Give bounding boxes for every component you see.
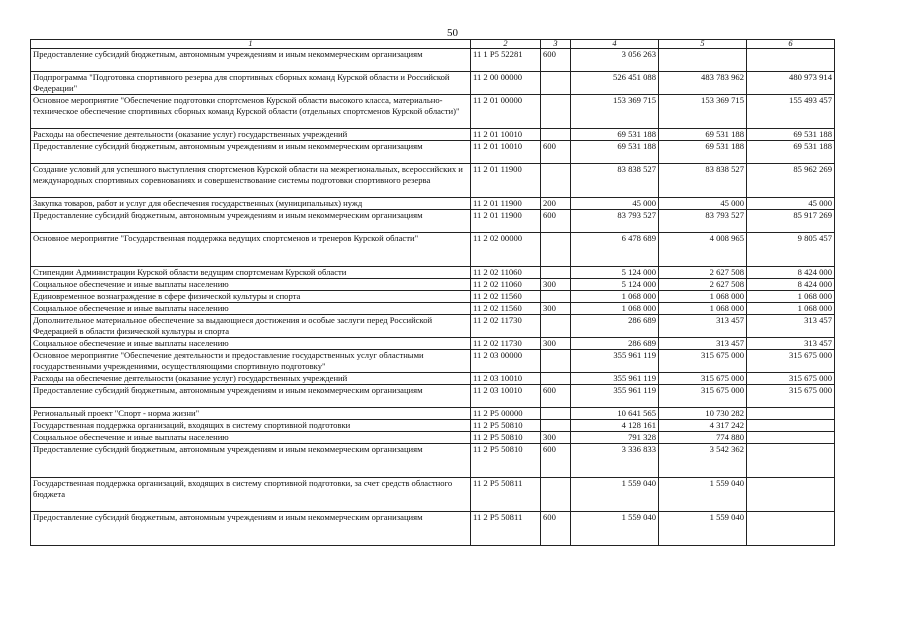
row-code: 11 2 P5 50810 [471, 420, 541, 432]
row-amount-col4: 4 128 161 [571, 420, 659, 432]
row-expense-type [541, 408, 571, 420]
row-amount-col6: 8 424 000 [747, 279, 835, 291]
row-expense-type [541, 350, 571, 373]
row-code: 11 2 01 10010 [471, 129, 541, 141]
row-code: 11 2 01 10010 [471, 141, 541, 164]
row-amount-col5: 2 627 508 [659, 267, 747, 279]
row-code: 11 2 01 11900 [471, 164, 541, 198]
table-row [31, 338, 835, 350]
row-amount-col5: 1 559 040 [659, 478, 747, 512]
table-row [31, 129, 835, 141]
row-name: Социальное обеспечение и иные выплаты населению [31, 303, 471, 315]
row-amount-col5: 153 369 715 [659, 95, 747, 129]
row-amount-col5: 45 000 [659, 198, 747, 210]
row-code: 11 1 P5 52281 [471, 49, 541, 72]
table-row [31, 420, 835, 432]
row-amount-col4: 3 056 263 [571, 49, 659, 72]
row-name: Социальное обеспечение и иные выплаты населению [31, 432, 471, 444]
row-amount-col6 [747, 444, 835, 478]
row-name: Дополнительное материальное обеспечение за выдающиеся достижения и особые заслуги перед Российской Федерацией в области физической культуры и спорта [31, 315, 471, 338]
row-code: 11 2 01 11900 [471, 198, 541, 210]
row-expense-type [541, 72, 571, 95]
table-row [31, 198, 835, 210]
row-expense-type: 600 [541, 210, 571, 233]
row-name: Основное мероприятие "Государственная поддержка ведущих спортсменов и тренеров Курской области" [31, 233, 471, 267]
row-amount-col6: 69 531 188 [747, 129, 835, 141]
row-amount-col5: 2 627 508 [659, 279, 747, 291]
table-row [31, 210, 835, 233]
table-row [31, 385, 835, 408]
header-col-3: 3 [541, 40, 571, 49]
row-code: 11 2 02 11560 [471, 303, 541, 315]
row-amount-col5: 313 457 [659, 338, 747, 350]
row-name: Региональный проект "Спорт - норма жизни" [31, 408, 471, 420]
row-name: Расходы на обеспечение деятельности (оказание услуг) государственных учреждений [31, 373, 471, 385]
row-amount-col4: 355 961 119 [571, 373, 659, 385]
row-code: 11 2 01 11900 [471, 210, 541, 233]
row-amount-col5: 315 675 000 [659, 373, 747, 385]
row-name: Предоставление субсидий бюджетным, автономным учреждениям и иным некоммерческим организациям [31, 444, 471, 478]
row-amount-col6: 480 973 914 [747, 72, 835, 95]
row-expense-type [541, 164, 571, 198]
row-expense-type: 600 [541, 141, 571, 164]
row-amount-col6: 315 675 000 [747, 350, 835, 373]
row-amount-col4: 355 961 119 [571, 350, 659, 373]
row-expense-type [541, 420, 571, 432]
row-amount-col6: 315 675 000 [747, 385, 835, 408]
row-amount-col6: 313 457 [747, 338, 835, 350]
row-amount-col5: 10 730 282 [659, 408, 747, 420]
row-amount-col5: 774 880 [659, 432, 747, 444]
row-name: Основное мероприятие "Обеспечение подготовки спортсменов Курской области высокого класса, материально-техническое обеспечение спортивных сборных команд Курской области (отдельных спортсменов Курской области)" [31, 95, 471, 129]
table-row [31, 291, 835, 303]
table-row [31, 303, 835, 315]
row-amount-col4: 5 124 000 [571, 279, 659, 291]
row-amount-col6 [747, 408, 835, 420]
row-amount-col6 [747, 49, 835, 72]
table-row [31, 267, 835, 279]
table-row [31, 72, 835, 95]
row-amount-col4: 3 336 833 [571, 444, 659, 478]
table-row [31, 512, 835, 546]
row-name: Единовременное вознаграждение в сфере физической культуры и спорта [31, 291, 471, 303]
row-expense-type: 600 [541, 385, 571, 408]
row-code: 11 2 02 00000 [471, 233, 541, 267]
row-expense-type: 200 [541, 198, 571, 210]
row-amount-col5: 83 838 527 [659, 164, 747, 198]
row-expense-type: 600 [541, 512, 571, 546]
row-amount-col4: 286 689 [571, 338, 659, 350]
row-code: 11 2 P5 00000 [471, 408, 541, 420]
row-amount-col5 [659, 49, 747, 72]
row-amount-col4: 45 000 [571, 198, 659, 210]
row-code: 11 2 02 11730 [471, 338, 541, 350]
row-expense-type [541, 373, 571, 385]
row-amount-col6 [747, 478, 835, 512]
row-name: Расходы на обеспечение деятельности (оказание услуг) государственных учреждений [31, 129, 471, 141]
header-col-6: 6 [747, 40, 835, 49]
row-amount-col5: 4 008 965 [659, 233, 747, 267]
row-amount-col4: 1 559 040 [571, 512, 659, 546]
header-col-5: 5 [659, 40, 747, 49]
row-amount-col5: 315 675 000 [659, 385, 747, 408]
table-row [31, 49, 835, 72]
row-amount-col5: 483 783 962 [659, 72, 747, 95]
row-amount-col6 [747, 420, 835, 432]
row-amount-col5: 69 531 188 [659, 129, 747, 141]
row-name: Предоставление субсидий бюджетным, автономным учреждениям и иным некоммерческим организациям [31, 141, 471, 164]
row-code: 11 2 01 00000 [471, 95, 541, 129]
table-row [31, 141, 835, 164]
row-amount-col5: 313 457 [659, 315, 747, 338]
row-expense-type: 600 [541, 444, 571, 478]
table-row [31, 373, 835, 385]
row-amount-col4: 83 793 527 [571, 210, 659, 233]
row-expense-type: 300 [541, 303, 571, 315]
row-expense-type: 600 [541, 49, 571, 72]
row-amount-col4: 69 531 188 [571, 129, 659, 141]
row-amount-col6: 85 962 269 [747, 164, 835, 198]
table-row [31, 432, 835, 444]
row-amount-col6: 313 457 [747, 315, 835, 338]
row-amount-col6: 315 675 000 [747, 373, 835, 385]
row-code: 11 2 02 11560 [471, 291, 541, 303]
row-amount-col4: 1 068 000 [571, 291, 659, 303]
row-amount-col4: 355 961 119 [571, 385, 659, 408]
row-amount-col4: 1 559 040 [571, 478, 659, 512]
budget-table [30, 39, 835, 546]
row-amount-col6: 155 493 457 [747, 95, 835, 129]
table-row [31, 408, 835, 420]
row-amount-col5: 69 531 188 [659, 141, 747, 164]
row-amount-col6: 8 424 000 [747, 267, 835, 279]
row-name: Социальное обеспечение и иные выплаты населению [31, 279, 471, 291]
row-amount-col5: 1 068 000 [659, 303, 747, 315]
header-row [31, 40, 835, 49]
row-name: Государственная поддержка организаций, входящих в систему спортивной подготовки, за счет средств областного бюджета [31, 478, 471, 512]
row-amount-col4: 5 124 000 [571, 267, 659, 279]
row-amount-col4: 83 838 527 [571, 164, 659, 198]
row-code: 11 2 03 10010 [471, 373, 541, 385]
table-row [31, 444, 835, 478]
table-row [31, 164, 835, 198]
header-col-2: 2 [471, 40, 541, 49]
table-row [31, 478, 835, 512]
row-amount-col5: 83 793 527 [659, 210, 747, 233]
header-col-4: 4 [571, 40, 659, 49]
row-code: 11 2 02 11060 [471, 279, 541, 291]
row-expense-type [541, 291, 571, 303]
row-amount-col4: 1 068 000 [571, 303, 659, 315]
row-amount-col6 [747, 512, 835, 546]
row-name: Предоставление субсидий бюджетным, автономным учреждениям и иным некоммерческим организациям [31, 210, 471, 233]
row-code: 11 2 P5 50810 [471, 432, 541, 444]
row-amount-col6: 1 068 000 [747, 291, 835, 303]
row-name: Предоставление субсидий бюджетным, автономным учреждениям и иным некоммерческим организациям [31, 385, 471, 408]
row-name: Государственная поддержка организаций, входящих в систему спортивной подготовки [31, 420, 471, 432]
row-amount-col6: 45 000 [747, 198, 835, 210]
row-name: Основное мероприятие "Обеспечение деятельности и предоставление государственных услуг областными государственными учреждениями, осуществляющими спортивную подготовку" [31, 350, 471, 373]
row-expense-type [541, 478, 571, 512]
row-amount-col6: 1 068 000 [747, 303, 835, 315]
row-name: Предоставление субсидий бюджетным, автономным учреждениям и иным некоммерческим организациям [31, 512, 471, 546]
header-col-1: 1 [31, 40, 471, 49]
row-amount-col4: 286 689 [571, 315, 659, 338]
row-amount-col5: 3 542 362 [659, 444, 747, 478]
row-code: 11 2 03 10010 [471, 385, 541, 408]
row-amount-col4: 791 328 [571, 432, 659, 444]
row-code: 11 2 02 11730 [471, 315, 541, 338]
row-name: Социальное обеспечение и иные выплаты населению [31, 338, 471, 350]
row-amount-col4: 526 451 088 [571, 72, 659, 95]
row-code: 11 2 03 00000 [471, 350, 541, 373]
table-row [31, 350, 835, 373]
row-expense-type: 300 [541, 432, 571, 444]
table-row [31, 95, 835, 129]
row-code: 11 2 P5 50811 [471, 478, 541, 512]
row-expense-type [541, 315, 571, 338]
row-name: Подпрограмма "Подготовка спортивного резерва для спортивных сборных команд Курской области и Российской Федерации" [31, 72, 471, 95]
row-name: Закупка товаров, работ и услуг для обеспечения государственных (муниципальных) нужд [31, 198, 471, 210]
table-row [31, 315, 835, 338]
row-expense-type [541, 233, 571, 267]
row-code: 11 2 00 00000 [471, 72, 541, 95]
row-code: 11 2 P5 50810 [471, 444, 541, 478]
row-expense-type [541, 95, 571, 129]
row-amount-col5: 315 675 000 [659, 350, 747, 373]
row-code: 11 2 02 11060 [471, 267, 541, 279]
row-amount-col4: 6 478 689 [571, 233, 659, 267]
row-expense-type [541, 267, 571, 279]
row-amount-col5: 1 068 000 [659, 291, 747, 303]
row-amount-col5: 4 317 242 [659, 420, 747, 432]
row-expense-type [541, 129, 571, 141]
row-amount-col4: 153 369 715 [571, 95, 659, 129]
row-amount-col6: 9 805 457 [747, 233, 835, 267]
row-amount-col6: 85 917 269 [747, 210, 835, 233]
row-amount-col6 [747, 432, 835, 444]
row-name: Стипендии Администрации Курской области ведущим спортсменам Курской области [31, 267, 471, 279]
page-number: 50 [447, 27, 458, 39]
row-amount-col4: 10 641 565 [571, 408, 659, 420]
row-expense-type: 300 [541, 338, 571, 350]
row-amount-col5: 1 559 040 [659, 512, 747, 546]
row-amount-col6: 69 531 188 [747, 141, 835, 164]
row-code: 11 2 P5 50811 [471, 512, 541, 546]
row-expense-type: 300 [541, 279, 571, 291]
table-row [31, 279, 835, 291]
row-amount-col4: 69 531 188 [571, 141, 659, 164]
row-name: Предоставление субсидий бюджетным, автономным учреждениям и иным некоммерческим организациям [31, 49, 471, 72]
table-row [31, 233, 835, 267]
row-name: Создание условий для успешного выступления спортсменов Курской области на межрегиональных, всероссийских и международных спортивных соревнованиях и совершенствование системы подготовки спортивного резерва [31, 164, 471, 198]
